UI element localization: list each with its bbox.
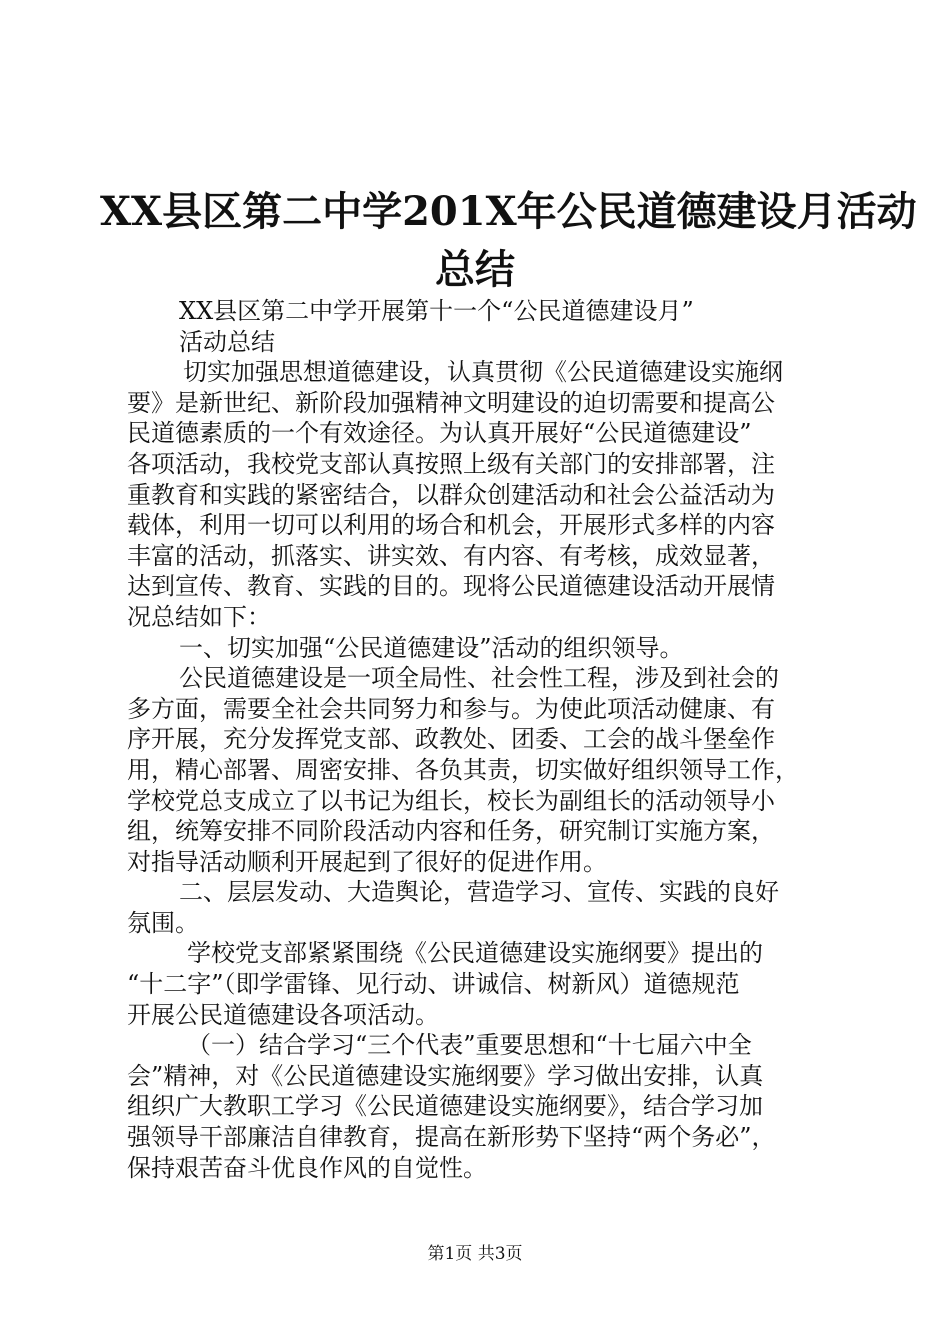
paragraph-line: 达到宣传、教育、实践的目的。现将公民道德建设活动开展情 — [127, 572, 775, 601]
paragraph-line: 开展公民道德建设各项活动。 — [127, 1000, 439, 1029]
document-body — [127, 296, 835, 1183]
paragraph-line: 多方面，需要全社会共同努力和参与。为使此项活动健康、有 — [127, 694, 775, 723]
paragraph-line: 会”精神，对《公民道德建设实施纲要》学习做出安排，认真 — [127, 1061, 764, 1090]
paragraph-line: 组，统筹安排不同阶段活动内容和任务，研究制订实施方案， — [127, 817, 775, 846]
paragraph-line: 组织广大教职工学习《公民道德建设实施纲要》，结合学习加 — [127, 1092, 763, 1121]
paragraph-line: “十二字”（即学雷锋、见行动、讲诚信、树新风）道德规范 — [127, 970, 740, 999]
paragraph-line: 丰富的活动，抓落实、讲实效、有内容、有考核，成效显著， — [127, 541, 775, 570]
paragraph-line: 各项活动，我校党支部认真按照上级有关部门的安排部署，注 — [127, 449, 775, 478]
paragraph-line: 民道德素质的一个有效途径。为认真开展好“公民道德建设” — [127, 419, 752, 448]
paragraph-line: 切实加强思想道德建设，认真贯彻《公民道德建设实施纲 — [183, 358, 783, 387]
paragraph-line: 保持艰苦奋斗优良作风的自觉性。 — [127, 1153, 487, 1182]
section-heading: 一、切实加强“公民道德建设”活动的组织领导。 — [179, 633, 684, 662]
subtitle-line: XX县区第二中学开展第十一个“公民道德建设月” — [179, 297, 694, 325]
paragraph-line: 要》是新世纪、新阶段加强精神文明建设的迫切需要和提高公 — [127, 388, 775, 417]
paragraph-line: （一）结合学习“三个代表”重要思想和“十七届六中全 — [187, 1031, 752, 1060]
paragraph-line: 对指导活动顺利开展起到了很好的促进作用。 — [127, 847, 607, 876]
section-heading: 氛围。 — [127, 908, 199, 937]
paragraph-line: 载体，利用一切可以利用的场合和机会，开展形式多样的内容 — [127, 511, 775, 540]
paragraph-line: 强领导干部廉洁自律教育，提高在新形势下坚持“两个务必”， — [127, 1123, 776, 1152]
paragraph-line: 学校党总支成立了以书记为组长，校长为副组长的活动领导小 — [127, 786, 775, 815]
page-number-footer: 第1页 共3页 — [427, 1244, 523, 1264]
paragraph-line: 用，精心部署、周密安排、各负其责，切实做好组织领导工作， — [127, 755, 799, 784]
document-title-line-1: XX县区第二中学201X年公民道德建设月活动 — [100, 188, 917, 235]
paragraph-line: 况总结如下： — [127, 602, 271, 631]
subtitle-line: 活动总结 — [179, 327, 275, 356]
paragraph-line: 学校党支部紧紧围绕《公民道德建设实施纲要》提出的 — [187, 939, 763, 968]
paragraph-line: 序开展，充分发挥党支部、政教处、团委、工会的战斗堡垒作 — [127, 725, 775, 754]
paragraph-line: 公民道德建设是一项全局性、社会性工程，涉及到社会的 — [179, 664, 779, 693]
section-heading: 二、层层发动、大造舆论，营造学习、宣传、实践的良好 — [179, 878, 779, 907]
paragraph-line: 重教育和实践的紧密结合，以群众创建活动和社会公益活动为 — [127, 480, 775, 509]
document-title-line-2: 总结 — [435, 246, 515, 293]
